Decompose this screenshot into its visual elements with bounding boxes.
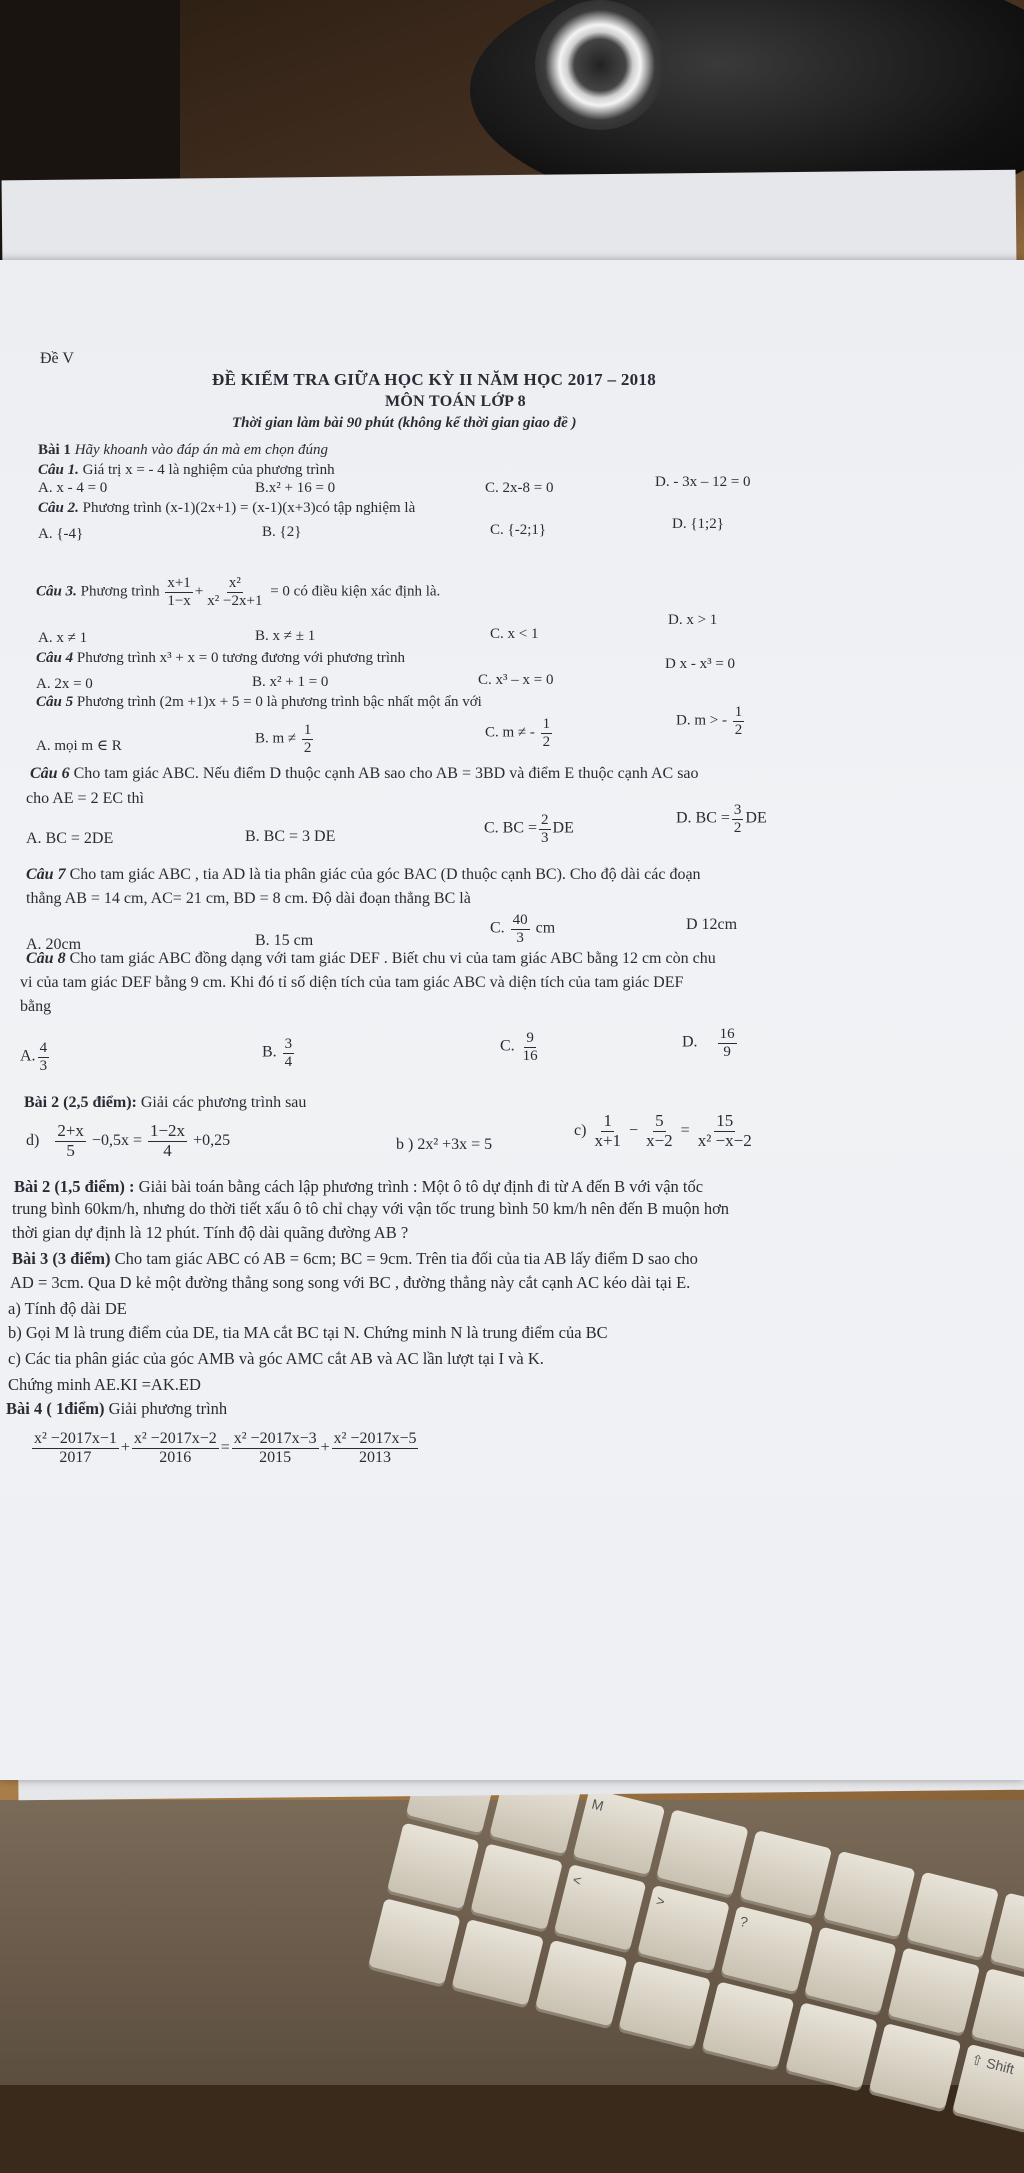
denominator: 3	[541, 829, 549, 846]
bai4-equation: $\frac{\text{x² −2017x−1}}{2017}$ + $\frac{\text{x² −2017x−2}}{2016}$ = $\frac{\text{x² −2017x−3}}{2015}$ + $\frac{\text{x² −2017x−5}}{2013}$	[34, 1430, 417, 1466]
numerator: x² −2017x−2	[133, 1430, 217, 1447]
fraction	[332, 1430, 419, 1466]
option-d: D. - 3x – 12 = 0	[655, 474, 751, 490]
option-c	[490, 912, 555, 946]
option-b: B. {2}	[262, 524, 302, 540]
option-b: B. x² + 1 = 0	[252, 674, 329, 690]
option-b: B. 15 cm	[255, 932, 314, 949]
equation-mid: −0,5x =	[91, 1131, 142, 1149]
question-label: Câu 3.	[36, 583, 77, 600]
option-d	[682, 1026, 739, 1060]
numerator: 1	[542, 716, 551, 732]
section-heading: Bài 2 (1,5 điểm) :	[14, 1177, 135, 1196]
denominator: 2013	[359, 1448, 392, 1466]
option-c: C. x³ – x = 0	[478, 672, 554, 688]
fraction	[232, 1430, 319, 1466]
option-prefix: D. m > -	[676, 712, 727, 729]
option-c	[500, 1030, 542, 1064]
numerator: x² −2017x−1	[34, 1430, 117, 1447]
option-d: D x - x³ = 0	[665, 656, 736, 672]
bai1-instruction: Hãy khoanh vào đáp án mà em chọn đúng	[74, 442, 328, 458]
question-text: Phương trình	[80, 583, 160, 600]
denominator: 3	[516, 929, 524, 946]
option-b: B. x ≠ ± 1	[255, 628, 316, 644]
fraction	[132, 1430, 219, 1466]
section-instruction: Giải phương trình	[108, 1399, 228, 1418]
question-7-cont: thẳng AB = 14 cm, AC= 21 cm, BD = 8 cm. Độ dài đoạn thẳng BC là	[26, 890, 471, 907]
option-prefix: B. m ≠	[255, 730, 297, 747]
denominator: 4	[284, 1053, 293, 1070]
bai3-line1	[12, 1250, 698, 1269]
bai3-part-c2: Chứng minh AE.KI =AK.ED	[8, 1375, 201, 1394]
option-b	[262, 1036, 296, 1070]
fraction	[539, 812, 551, 846]
option-c: C. 2x-8 = 0	[485, 480, 554, 496]
fraction	[521, 1030, 540, 1064]
operator: =	[680, 1121, 690, 1139]
exam-title: ĐỀ KIỂM TRA GIỮA HỌC KỲ II NĂM HỌC 2017 – 2018	[212, 370, 657, 389]
question-label: Câu 8	[26, 950, 66, 967]
fraction	[541, 716, 553, 750]
fraction	[205, 575, 264, 609]
denominator: 2	[734, 721, 743, 738]
numerator: 9	[526, 1030, 534, 1046]
option-a: A. mọi m ∈ R	[36, 738, 122, 754]
numerator: 40	[512, 912, 528, 928]
option-prefix: C.	[490, 919, 505, 937]
fraction	[644, 1112, 675, 1150]
option-d: D. x > 1	[668, 612, 718, 628]
numerator: 2	[541, 812, 549, 828]
option-c: C. {-2;1}	[490, 522, 547, 538]
bai3-line2: AD = 3cm. Qua D kẻ một đường thẳng song song với BC , đường thẳng này cắt cạnh AC kéo dài tại E.	[10, 1273, 691, 1292]
bai2b-line1	[14, 1178, 703, 1197]
question-text: Phương trình x³ + x = 0 tương đương với phương trình	[76, 650, 406, 666]
denominator: 1−x	[167, 592, 191, 609]
option-prefix: C.	[500, 1037, 515, 1055]
denominator: 2017	[59, 1448, 92, 1466]
option-b	[255, 722, 315, 756]
question-label: Câu 1.	[38, 462, 79, 478]
denominator: x+1	[594, 1130, 622, 1150]
numerator: 3	[733, 802, 742, 818]
numerator: x² −2017x−5	[333, 1430, 417, 1447]
denominator: 4	[163, 1140, 172, 1160]
question-4	[36, 650, 405, 667]
option-a: A. BC = 2DE	[26, 830, 114, 847]
equation-c	[574, 1112, 756, 1150]
option-a: A. x - 4 = 0	[38, 480, 108, 496]
question-8	[26, 950, 716, 968]
question-3: Câu 3. Phương trình $\frac{x+1}{1-x}$ + $\frac{\text{x²}}{\text{x² −2x+1}}$ = 0 có điều kiện xác định là.	[36, 575, 441, 609]
numerator: 1	[303, 722, 312, 738]
question-label: Câu 5	[36, 694, 74, 710]
option-prefix: D.	[682, 1033, 698, 1051]
fraction	[732, 802, 744, 836]
bai1-heading	[38, 442, 328, 459]
section-heading: Bài 2 (2,5 điểm):	[24, 1094, 137, 1111]
fraction	[733, 704, 745, 738]
numerator: 16	[719, 1026, 735, 1042]
option-suffix: DE	[745, 809, 767, 827]
fraction	[511, 912, 530, 946]
denominator: 3	[39, 1057, 48, 1074]
keyboard-key: M	[573, 1788, 666, 1875]
equation-label: c)	[574, 1121, 587, 1139]
option-suffix: cm	[535, 919, 556, 937]
denominator: 2	[542, 733, 551, 750]
numerator: x² −2017x−3	[233, 1430, 317, 1447]
fraction	[148, 1122, 187, 1160]
option-d	[676, 802, 767, 836]
section-text: Giải bài toán bằng cách lập phương trình : Một ô tô dự định đi từ A đến B với vận tốc	[138, 1177, 704, 1196]
question-label: Câu 2.	[38, 500, 79, 516]
bai2b-line3: thời gian dự định là 12 phút. Tính độ dài quãng đường AB ?	[12, 1223, 409, 1242]
question-8-cont: vi của tam giác DEF bằng 9 cm. Khi đó tỉ số diện tích của tam giác ABC và diện tích của tam giác DEF	[20, 974, 684, 991]
question-text: Cho tam giác ABC. Nếu điểm D thuộc cạnh AB sao cho AB = 3BD và điểm E thuộc cạnh AC sao	[73, 765, 699, 782]
denominator: 2	[303, 739, 312, 756]
denominator: 16	[522, 1047, 538, 1064]
section-instruction: Giải các phương trình sau	[140, 1094, 307, 1111]
bai3-part-a: a) Tính độ dài DE	[8, 1299, 127, 1318]
equation-label: d)	[26, 1131, 40, 1149]
numerator: x²	[228, 575, 241, 591]
option-a: A. {-4}	[38, 526, 84, 542]
fraction	[718, 1026, 737, 1060]
option-c: C. x < 1	[490, 626, 539, 642]
equation-b: b ) 2x² +3x = 5	[396, 1136, 493, 1153]
question-text-end: = 0 có điều kiện xác định là.	[270, 583, 441, 600]
option-b: B.x² + 16 = 0	[255, 480, 336, 496]
numerator: 15	[716, 1111, 734, 1130]
option-prefix: D. BC =	[676, 809, 730, 827]
bai3-part-c: c) Các tia phân giác của góc AMB và góc AMC cắt AB và AC lần lượt tại I và K.	[8, 1349, 544, 1368]
fraction	[592, 1112, 623, 1150]
denominator: x² −x−2	[697, 1130, 752, 1150]
option-d: D 12cm	[686, 916, 738, 933]
fraction	[283, 1036, 295, 1070]
fraction	[165, 575, 192, 609]
fraction	[38, 1040, 50, 1074]
option-a: A. x ≠ 1	[38, 630, 88, 646]
option-prefix: C. m ≠ -	[485, 724, 535, 741]
question-6	[30, 765, 699, 783]
denominator: 5	[66, 1140, 75, 1160]
numerator: 4	[39, 1040, 48, 1056]
denominator: 2015	[259, 1448, 292, 1466]
denominator: 2	[733, 819, 742, 836]
question-label: Câu 4	[36, 650, 74, 666]
question-7	[26, 866, 701, 884]
option-c	[484, 812, 574, 846]
section-text: Cho tam giác ABC có AB = 6cm; BC = 9cm. Trên tia đối của tia AB lấy điểm D sao cho	[114, 1249, 698, 1268]
section-heading: Bài 3 (3 điểm)	[12, 1249, 111, 1268]
numerator: 1	[603, 1111, 612, 1130]
denominator: 2016	[159, 1448, 192, 1466]
question-1	[38, 462, 335, 479]
numerator: 1	[734, 704, 743, 720]
exam-code: Đề V	[40, 350, 74, 367]
option-d: D. {1;2}	[672, 516, 724, 532]
question-2	[38, 500, 415, 517]
denominator: 9	[723, 1043, 731, 1060]
bai3-part-b: b) Gọi M là trung điểm của DE, tia MA cắt BC tại N. Chứng minh N là trung điểm của BC	[8, 1323, 608, 1342]
section-heading: Bài 4 ( 1điểm)	[6, 1399, 105, 1418]
option-prefix: B.	[262, 1043, 277, 1061]
option-suffix: DE	[552, 819, 574, 837]
question-text: Giá trị x = - 4 là nghiệm của phương trình	[82, 462, 335, 478]
exam-time: Thời gian làm bài 90 phút (không kể thời gian giao đề )	[232, 415, 577, 431]
option-a	[20, 1040, 51, 1074]
keyboard-key: >	[637, 1885, 730, 1972]
fraction	[696, 1112, 754, 1150]
question-5	[36, 694, 482, 711]
keyboard-key: <	[554, 1864, 647, 1951]
option-prefix: C. BC =	[484, 819, 538, 837]
question-text: Cho tam giác ABC đồng dạng với tam giác DEF . Biết chu vi của tam giác ABC bằng 12 cm còn chu	[69, 950, 716, 967]
bai2b-line2: trung bình 60km/h, nhưng do thời tiết xấu ô tô chỉ chạy với vận tốc trung bình 50 km/h nên đến B muộn hơn	[12, 1199, 730, 1218]
operator: −	[629, 1121, 639, 1139]
fraction	[55, 1122, 86, 1160]
bai4-heading	[6, 1400, 227, 1419]
question-text: Phương trình (x-1)(2x+1) = (x-1)(x+3)có tập nghiệm là	[82, 500, 416, 516]
equation-d	[26, 1122, 230, 1160]
numerator: 1−2x	[149, 1121, 186, 1140]
question-text: Cho tam giác ABC , tia AD là tia phân giác của góc BAC (D thuộc cạnh BC). Cho độ dài các đoạn	[69, 866, 701, 883]
option-prefix: A.	[20, 1047, 36, 1065]
bai1-label: Bài 1	[38, 442, 71, 458]
keyboard-key: ?	[721, 1906, 814, 1993]
numerator: 2+x	[57, 1121, 84, 1140]
question-label: Câu 6	[30, 765, 70, 782]
option-a: A. 20cm	[26, 936, 82, 953]
option-c	[485, 716, 554, 750]
fraction	[32, 1430, 119, 1466]
numerator: 3	[284, 1036, 293, 1052]
question-8-cont2: bằng	[20, 998, 52, 1015]
option-d	[676, 704, 746, 738]
numerator: x+1	[167, 575, 191, 591]
numerator: 5	[655, 1111, 664, 1130]
exam-subject: MÔN TOÁN LỚP 8	[385, 393, 526, 410]
option-b: B. BC = 3 DE	[245, 828, 336, 845]
keyboard-key: ⇧ Shift	[952, 2044, 1024, 2131]
denominator: x−2	[646, 1130, 673, 1150]
option-a: A. 2x = 0	[36, 676, 93, 692]
equation-end: +0,25	[193, 1131, 231, 1149]
question-6-cont: cho AE = 2 EC thì	[26, 790, 144, 807]
fraction	[302, 722, 314, 756]
question-text: Phương trình (2m +1)x + 5 = 0 là phương trình bậc nhất một ẩn với	[76, 694, 482, 710]
question-label: Câu 7	[26, 866, 66, 883]
denominator: x² −2x+1	[207, 592, 263, 609]
bai2-heading	[24, 1094, 306, 1112]
